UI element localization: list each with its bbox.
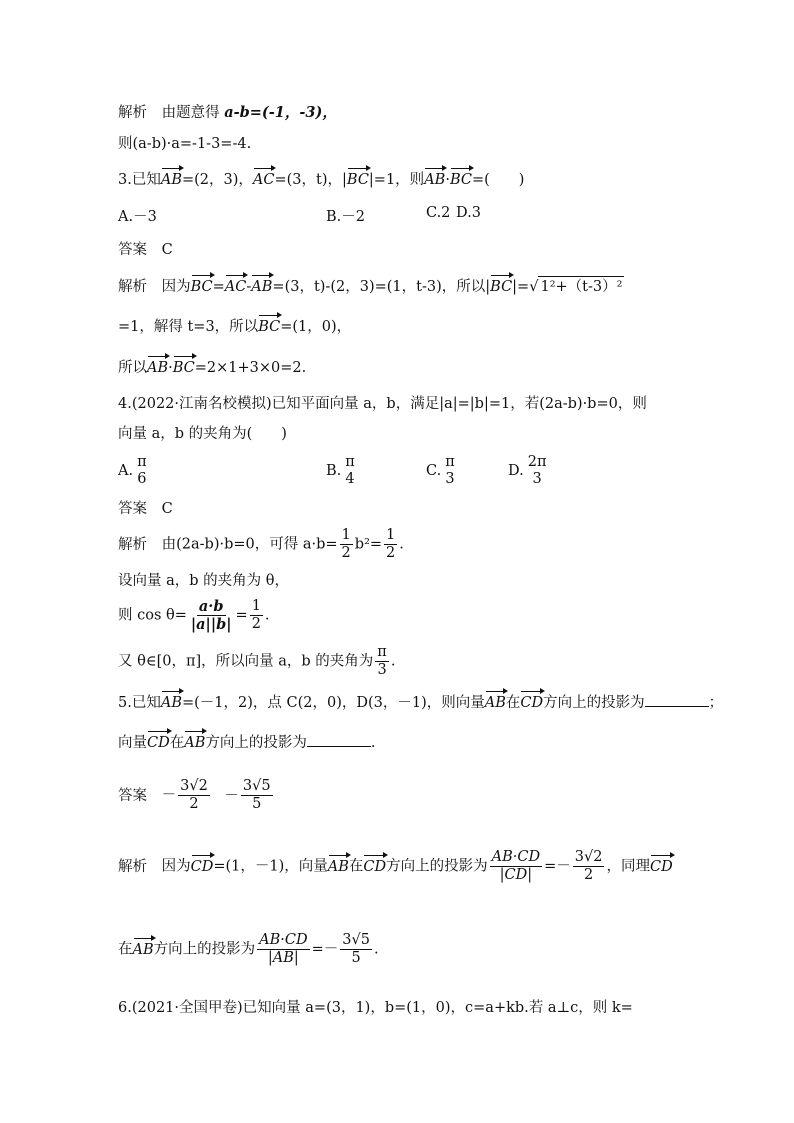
fraction — [340, 932, 372, 967]
q4-option-c — [426, 454, 459, 488]
q4-a3b: = — [235, 607, 248, 624]
q4-analysis-line1: 解析 由(2a-b)·b=0，可得 a·b= $\frac{1}{2}$ b²= $\frac{1}{2}$ . — [118, 527, 404, 561]
q5-number: 5. — [118, 695, 132, 711]
vector-bc: BC — [490, 279, 513, 295]
fraction — [384, 527, 397, 562]
q3-seg3: |=1，则 — [368, 172, 425, 188]
q5-a1d: 方向上的投影为 — [386, 858, 488, 875]
q3-analysis-line2 — [118, 317, 351, 337]
q6-number: 6. — [118, 1000, 132, 1016]
analysis-label: 解析 — [118, 536, 147, 553]
q3-a1b: =(3，t)-(2，3)=(1，t-3)，所以| — [272, 279, 491, 295]
frac-num: π — [445, 454, 455, 470]
projection-fraction — [257, 932, 309, 967]
q5-answer — [118, 778, 275, 813]
vector-cd: CD — [147, 735, 170, 751]
vector-ac: AC — [224, 279, 247, 295]
q3-answer — [118, 240, 173, 260]
q3-sqrt-expr: 1²+（t-3）² — [538, 276, 624, 297]
analysis-label: 解析 — [118, 858, 147, 875]
vector-ab: AB — [484, 695, 506, 711]
vector-ab: AB — [327, 858, 349, 875]
q4-option-c-frac — [443, 454, 457, 488]
q5-a2a: 在 — [118, 941, 133, 958]
frac-den: 2 — [189, 796, 199, 812]
q3-stem: 3.已知AB=(2，3)，AC=(3，t)，|BC|=1，则AB·BC=( ) — [118, 172, 525, 188]
vector-bc: BC — [449, 172, 472, 188]
q3-analysis-line1: 解析 因为BC=AC-AB=(3，t)-(2，3)=(1，t-3)，所以|BC|=√ 1²+（t-3）² — [118, 276, 624, 297]
q3-seg2: =(3，t)，| — [274, 172, 347, 188]
q4-number: 4. — [118, 396, 132, 412]
vector-cd: CD — [649, 858, 673, 875]
q3-a3a: 所以 — [118, 360, 147, 376]
q6-stem-text: 已知向量 a=(3，1)，b=(1，0)，c=a+kb.若 a⊥c，则 k= — [242, 1000, 633, 1016]
q3-option-a: A.－3 — [118, 209, 157, 225]
q5-seg4: 方向上的投影为 — [543, 695, 645, 711]
q4-a4a: 又 θ∈[0，π]，所以向量 a，b 的夹角为 — [118, 653, 374, 670]
q4-stem-line2: 向量 a，b 的夹角为( ) — [118, 426, 287, 442]
q5-a2b: 方向上的投影为 — [153, 941, 256, 958]
q3-answer-value: C — [161, 242, 173, 258]
frac-num: 1 — [386, 527, 396, 543]
q4-option-d-label: D. — [508, 463, 524, 479]
vector-cd: CD — [520, 695, 544, 711]
q4-option-a — [118, 454, 151, 488]
q4-analysis-line3: 则 cos θ= $\frac{a\cdot b}{|a||b|}$ = $\frac{1}{2}$ . — [118, 598, 270, 633]
frac-den: 4 — [345, 471, 355, 487]
q4-option-d — [508, 454, 550, 488]
q5-ans2-sign: － — [224, 787, 239, 804]
q4-option-b-frac — [343, 454, 357, 488]
frac-num: 1 — [251, 598, 261, 614]
q2-analysis-line2: 则(a-b)·a=-1-3=-4. — [118, 136, 252, 152]
frac-den: 2 — [341, 545, 351, 561]
answer-label: 答案 — [118, 787, 147, 804]
frac-num: AB·CD — [259, 932, 308, 948]
q3-seg4: =( ) — [471, 172, 525, 188]
q5-a1b: =(1，－1)，向量 — [213, 858, 328, 875]
q4-option-d-frac — [526, 454, 549, 488]
vector-ab: AB — [160, 695, 182, 711]
q3-a1c: |= — [512, 279, 530, 295]
q5-a1f: ，同理 — [606, 858, 650, 875]
q2-analysis-text: 由题意得 — [161, 105, 220, 121]
q5-a2c: =－ — [311, 941, 339, 958]
q3-number: 3. — [118, 172, 132, 188]
q4-option-a-label: A. — [118, 463, 134, 479]
frac-den: 3 — [377, 662, 387, 678]
frac-den: |CD| — [499, 867, 533, 883]
vector-bc: BC — [172, 360, 195, 376]
q5-l2a: 向量 — [118, 735, 147, 751]
fraction — [573, 849, 605, 884]
q5-seg5: ； — [708, 695, 724, 711]
frac-num: AB·CD — [491, 849, 541, 865]
q4-option-b-label: B. — [326, 463, 342, 479]
frac-num: π — [345, 454, 355, 470]
q3-stem-pre: 已知 — [131, 172, 161, 188]
q5-answer-1 — [178, 778, 210, 813]
frac-num: 1 — [341, 527, 351, 543]
q6-stem — [118, 998, 633, 1018]
frac-den: 6 — [137, 471, 147, 487]
vector-ab: AB — [424, 172, 446, 188]
vector-ab: AB — [184, 735, 206, 751]
frac-num: a·b — [198, 598, 224, 615]
vector-bc: BC — [190, 279, 213, 295]
answer-blank — [645, 692, 709, 707]
frac-den: |a||b| — [190, 616, 232, 633]
vector-bc: BC — [346, 172, 369, 188]
q3-seg1: =(2，3)， — [181, 172, 253, 188]
projection-fraction — [490, 849, 542, 884]
q5-answer-2 — [241, 778, 273, 813]
q3-analysis-line3: 所以AB·BC=2×1+3×0=2. — [118, 360, 307, 376]
vector-ab: AB — [251, 279, 273, 295]
q4-stem-text: 已知平面向量 a，b，满足|a|=|b|=1，若(2a-b)·b=0，则 — [271, 396, 647, 412]
q5-stem-line2: 向量CD在AB方向上的投影为 . — [118, 732, 375, 753]
q5-seg3: 在 — [505, 695, 521, 711]
vector-cd: CD — [190, 858, 214, 875]
q4-option-b — [326, 454, 359, 488]
q3-a3b: =2×1+3×0=2. — [194, 360, 307, 376]
frac-num: 3√2 — [574, 849, 603, 865]
q3-a1a: 因为 — [161, 279, 191, 295]
q2-analysis-line1 — [118, 103, 337, 123]
q2-analysis-expr: a-b=(-1，-3)， — [224, 104, 337, 121]
q3-a2b: =(1，0)， — [280, 319, 352, 335]
frac-num: 3√2 — [180, 778, 208, 794]
q5-l2c: 方向上的投影为 — [205, 735, 307, 751]
frac-den: 3 — [532, 471, 542, 487]
q4-a1b: b²= — [354, 536, 383, 553]
analysis-label: 解析 — [118, 105, 147, 121]
frac-num: π — [137, 454, 147, 470]
vector-bc: BC — [258, 319, 281, 335]
q5-analysis-line2: 在AB方向上的投影为 $\frac{AB\cdot CD}{|AB|}$ =－ $\frac{3√5}{5}$ . — [118, 932, 379, 966]
vector-ac: AC — [252, 172, 275, 188]
q3-option-d: D.3 — [456, 205, 481, 221]
q4-stem-line1 — [118, 394, 647, 414]
q5-l2b: 在 — [169, 735, 185, 751]
fraction — [189, 598, 234, 633]
fraction — [375, 644, 389, 679]
q4-answer — [118, 499, 173, 519]
q4-option-c-label: C. — [426, 463, 442, 479]
q5-a1c: 在 — [348, 858, 364, 875]
q4-source: (2022·江南名校模拟) — [131, 396, 272, 412]
frac-den: 2 — [251, 616, 261, 632]
vector-ab: AB — [147, 360, 169, 376]
fraction — [340, 527, 353, 562]
q5-ans1-sign: － — [161, 787, 177, 804]
q3-option-c: C.2 — [426, 205, 451, 221]
q4-analysis-line4: 又 θ∈[0，π]，所以向量 a，b 的夹角为 $\frac{\pi}{3}$ . — [118, 644, 396, 678]
frac-den: 2 — [584, 867, 594, 883]
answer-label: 答案 — [118, 242, 147, 258]
q3-option-b: B.－2 — [326, 209, 365, 225]
frac-num: 2π — [527, 454, 547, 470]
q3-a2a: =1，解得 t=3，所以 — [118, 319, 259, 335]
q4-answer-value: C — [161, 501, 173, 517]
q4-analysis-line2: 设向量 a，b 的夹角为 θ， — [118, 573, 289, 589]
frac-den: 3 — [445, 471, 455, 487]
frac-num: 3√5 — [342, 932, 370, 948]
frac-num: π — [377, 644, 387, 660]
q5-seg2: =(－1，2)，点 C(2，0)，D(3，－1)，则向量 — [181, 695, 485, 711]
q4-a3a: 则 cos θ= — [118, 607, 187, 624]
analysis-label: 解析 — [118, 279, 147, 295]
vector-cd: CD — [363, 858, 387, 875]
frac-den: |AB| — [267, 950, 299, 966]
frac-den: 5 — [252, 796, 262, 812]
vector-ab: AB — [160, 172, 182, 188]
q5-analysis-line1 — [118, 849, 673, 884]
answer-label: 答案 — [118, 501, 147, 517]
q6-source: (2021·全国甲卷) — [131, 1000, 243, 1016]
q4-a1a: 由(2a-b)·b=0，可得 a·b= — [161, 536, 338, 553]
frac-den: 2 — [386, 545, 396, 561]
frac-num: 3√5 — [242, 778, 271, 794]
q4-option-a-frac — [135, 454, 149, 488]
q5-a1a: 因为 — [161, 858, 191, 875]
q5-seg1: 已知 — [131, 695, 161, 711]
q5-stem-line1 — [118, 692, 723, 713]
fraction — [250, 598, 263, 633]
frac-den: 5 — [351, 950, 361, 966]
answer-blank — [307, 732, 371, 747]
vector-ab: AB — [132, 941, 154, 958]
q5-a1e: =－ — [544, 858, 571, 875]
